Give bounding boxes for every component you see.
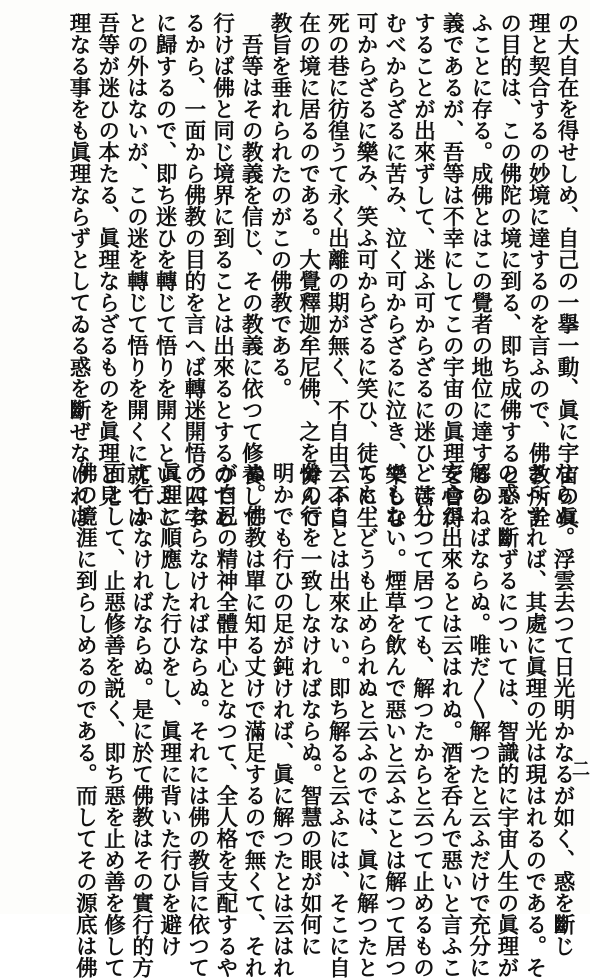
text-column: 理なる事をも眞理ならずとしてゐる惑を斷ぜなければ bbox=[66, 12, 92, 528]
text-column: 眞理に順應した行ひをし、眞理に背いた行ひを避け bbox=[156, 462, 182, 957]
text-column: でもない。煙草を飲んで惡いと云ふことは解つて居つ bbox=[381, 462, 407, 978]
text-column: の大自在を得せしめ、自己の一擧一動、眞に宇宙の眞 bbox=[554, 12, 579, 528]
text-column: さへすれば、其處に眞理の光は現はれるのである。そ bbox=[521, 462, 547, 978]
text-column: ならぬ。浮雲去つて日光明かなるが如く、惑を斷じ bbox=[550, 462, 575, 957]
text-column: 義であるが、吾等は不幸にしてこの宇宙の眞理を會得 bbox=[439, 12, 465, 528]
text-column: との外はないが、この迷を轉じて悟りを開くに就ては bbox=[123, 12, 149, 528]
text-column: することが出來ずして、迷ふ可からざるに迷ひ、苦し bbox=[410, 12, 436, 528]
text-column: とは分つて居つても、解つたからと云つて止めるもの bbox=[409, 462, 435, 978]
text-column: ても、どうも止められぬと云ふのでは、眞に解つたと bbox=[353, 462, 379, 978]
text-column: の目的は、この佛陀の境に到る、即ち成佛するとい bbox=[496, 12, 522, 507]
text-column: 分の行を一致しなければならぬ。智慧の眼が如何に bbox=[297, 462, 323, 957]
page-number: 二 bbox=[572, 759, 590, 780]
lower-text-block bbox=[16, 462, 576, 978]
text-column: ぬ。佛教は單に知る丈けで滿足するので無くて、それ bbox=[240, 462, 266, 978]
text-column: て行かなければならぬ。是に於て佛教はその實行的方 bbox=[128, 462, 154, 978]
text-column: 行けば佛と同じ境界に到ることは出來るとするのであ bbox=[209, 12, 235, 528]
text-column: 死の巷に彷徨うて永く出離の期が無く、不自由、不自 bbox=[324, 12, 350, 528]
text-column: 安心が出來るとは云はれぬ。酒を呑んで惡いと言ふこ bbox=[437, 462, 463, 978]
text-column: に歸するので、即ち迷ひを轉じて悟りを開くといふこ bbox=[152, 12, 178, 528]
text-column: 佛の境涯に到らしめるのである。而してその源底は佛 bbox=[72, 462, 98, 978]
text-column: 吾等はその教義を信じ、その教義に依つて修養して bbox=[238, 12, 264, 528]
upper-text-block bbox=[12, 12, 580, 528]
text-column: うにならなければならぬ。それには佛の教旨に依つて bbox=[184, 462, 210, 978]
text-column: 面として、止惡修善を説く、即ち惡を止め善を修して bbox=[100, 462, 126, 978]
text-column: 可からざるに樂み、笑ふ可からざるに笑ひ、徒らに生 bbox=[353, 12, 379, 528]
text-column: 吾等が迷ひの本たる、眞理ならざるものを眞理と見 bbox=[94, 12, 120, 507]
text-column: るから、一面から佛教の目的を言へば轉迷開悟の四字 bbox=[180, 12, 206, 528]
text-column: 教旨を垂れられたのがこの佛教である。 bbox=[266, 12, 292, 399]
text-column: 在の境に居るのである。大覺釋迦牟尼佛、之を憐んで bbox=[295, 12, 321, 528]
text-column: 理と契合するの妙境に達するのを言ふので、佛教所詮 bbox=[525, 12, 551, 528]
text-column: が自己の精神全體中心となつて、全人格を支配するや bbox=[212, 462, 238, 978]
text-column: 明かでも行ひの足が鈍ければ、眞に解つたとは云はれ bbox=[269, 462, 295, 978]
text-column: の惑を斷ずるについては、智識的に宇宙人生の眞理が bbox=[493, 462, 519, 978]
text-column: 解らねばならぬ。唯だ〳〵解つたと云ふだけで充分に bbox=[465, 462, 491, 978]
text-column: ふことに存る。成佛とはこの覺者の地位に達するの bbox=[467, 12, 493, 507]
text-column: むべからざるに苦み、泣く可からざるに泣き、樂しむ bbox=[381, 12, 407, 528]
text-column: 云ふことは出來ない。即ち解ると云ふには、そこに自 bbox=[325, 462, 351, 978]
